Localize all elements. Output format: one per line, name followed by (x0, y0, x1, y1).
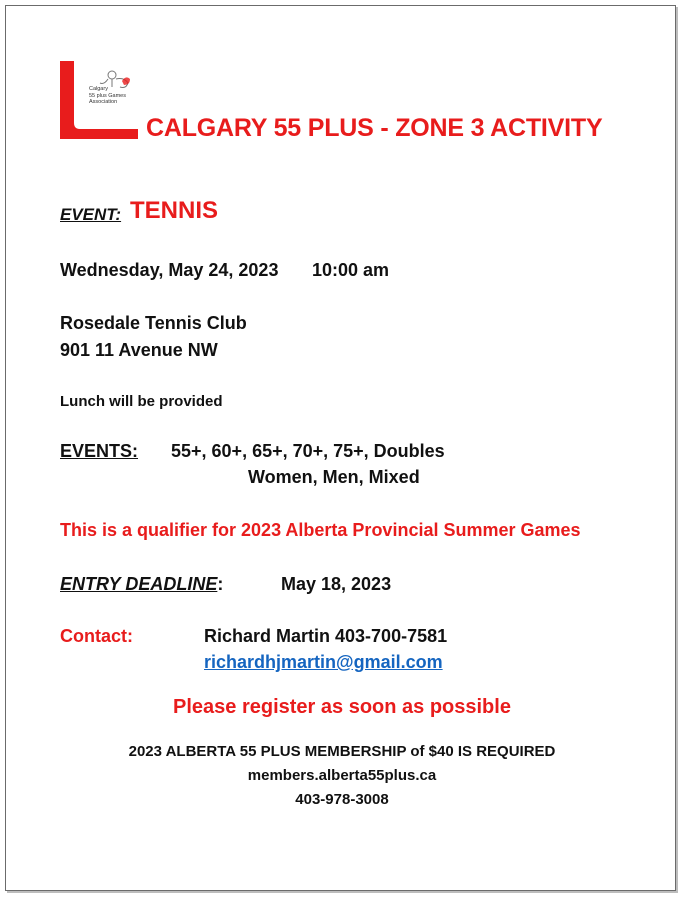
qualifier-note: This is a qualifier for 2023 Alberta Provincial Summer Games (60, 520, 581, 540)
location-address: 901 11 Avenue NW (60, 340, 218, 360)
entry-deadline-colon: : (217, 574, 224, 594)
events-label: EVENTS: (60, 441, 139, 461)
contact-label: Contact: (60, 626, 133, 646)
logo-text-line3: Association (89, 99, 118, 105)
membership-website: members.alberta55plus.ca (247, 767, 437, 784)
contact-email-link[interactable]: richardhjmartin@gmail.com (204, 652, 443, 672)
membership-requirement: 2023 ALBERTA 55 PLUS MEMBERSHIP of $40 IS REQUIRED (128, 743, 556, 760)
entry-deadline-value: May 18, 2023 (281, 574, 392, 594)
register-note: Please register as soon as possible (173, 696, 511, 718)
contact-email-wrap (204, 652, 443, 673)
entry-deadline-label: ENTRY DEADLINE (60, 574, 218, 594)
event-date: Wednesday, May 24, 2023 (60, 260, 279, 280)
membership-phone: 403-978-3008 (295, 791, 389, 808)
events-groups: Women, Men, Mixed (248, 467, 420, 487)
event-value: TENNIS (130, 197, 219, 224)
logo-text (89, 86, 126, 106)
logo-text-line2: 55 plus Games (89, 92, 126, 99)
page-title: CALGARY 55 PLUS - ZONE 3 ACTIVITY (146, 114, 603, 142)
logo-text-line1: Calgary (89, 86, 108, 92)
location-name: Rosedale Tennis Club (60, 313, 247, 333)
lunch-note: Lunch will be provided (60, 393, 223, 410)
event-label: EVENT: (60, 205, 122, 224)
entry-deadline-row (60, 574, 223, 595)
events-categories: 55+, 60+, 65+, 70+, 75+, Doubles (171, 441, 445, 461)
contact-name-phone: Richard Martin 403-700-7581 (204, 626, 448, 646)
event-time: 10:00 am (312, 260, 390, 280)
